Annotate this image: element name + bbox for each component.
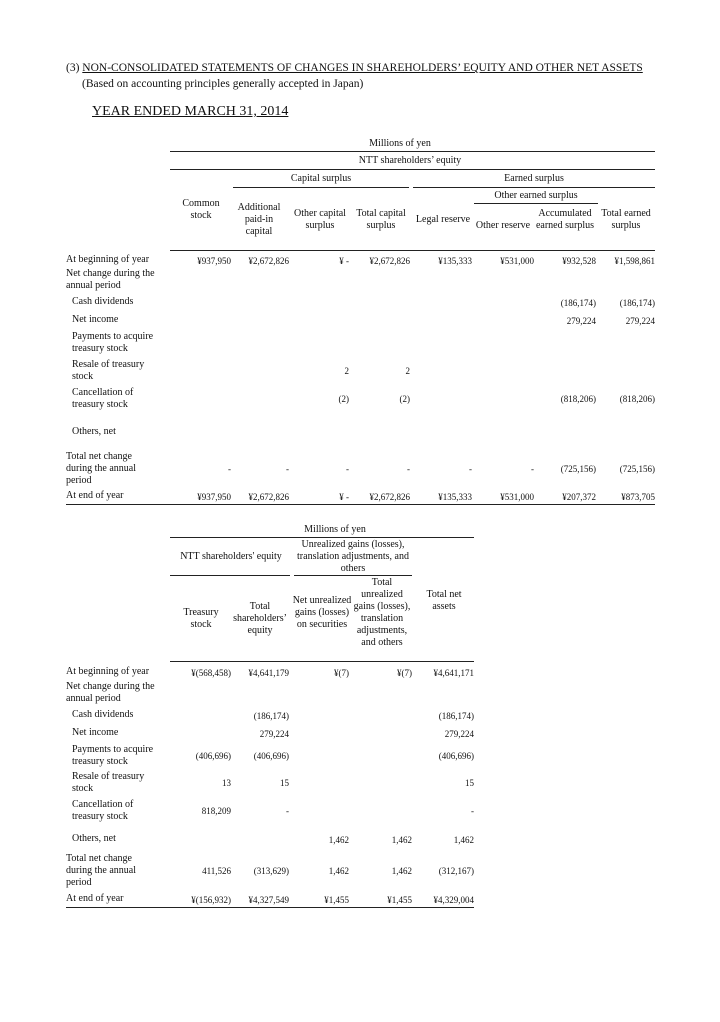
section-heading <box>66 62 643 74</box>
fiscal-year-heading: YEAR ENDED MARCH 31, 2014 <box>92 104 289 119</box>
table-cell: 279,224 <box>444 729 474 739</box>
row-label: At end of year <box>66 893 124 904</box>
row-label: Net change during the annual period <box>66 681 155 704</box>
group-header: NTT shareholders' equity <box>180 551 282 562</box>
column-header: Legal reserve <box>415 214 471 225</box>
table-cell: ¥4,329,004 <box>433 895 474 905</box>
table-cell: 13 <box>222 778 231 788</box>
table-cell: ¥873,705 <box>621 492 655 502</box>
group-header: Unrealized gains (losses), translation adjustments, and others <box>297 539 409 574</box>
row-label: Payments to acquire treasury stock <box>72 744 154 767</box>
unit-label: Millions of yen <box>304 524 366 535</box>
column-header: Common stock <box>182 198 220 221</box>
table-cell: ¥135,333 <box>438 492 472 502</box>
table-cell: ¥2,672,826 <box>369 256 410 266</box>
row-label: Cancellation of treasury stock <box>72 387 134 410</box>
table-cell: (186,174) <box>560 298 596 308</box>
table-cell: 15 <box>465 778 474 788</box>
table-cell: 1,462 <box>391 835 412 845</box>
row-label: Cash dividends <box>72 709 134 720</box>
table-cell: 818,209 <box>201 806 231 816</box>
table-cell: ¥ - <box>339 256 349 266</box>
table-cell: 1,462 <box>328 835 349 845</box>
table-cell: 2 <box>344 366 349 376</box>
row-label: Others, net <box>72 426 116 437</box>
table-cell: 279,224 <box>566 316 596 326</box>
table-cell: (818,206) <box>560 394 596 404</box>
table-cell: 411,526 <box>202 866 231 876</box>
table-cell: (186,174) <box>253 711 289 721</box>
table-cell: ¥135,333 <box>438 256 472 266</box>
table-cell: 1,462 <box>453 835 474 845</box>
column-header: Treasury stock <box>183 607 219 630</box>
table-cell: ¥1,455 <box>324 895 349 905</box>
column-header: Total unrealized gains (losses), translation adjustments, and others <box>353 577 411 648</box>
row-label: At end of year <box>66 490 124 501</box>
column-header: Total shareholders’ equity <box>233 601 287 636</box>
row-label: Net income <box>72 727 119 738</box>
table-cell: ¥4,327,549 <box>248 895 289 905</box>
earned-surplus-header: Earned surplus <box>504 173 564 184</box>
table-cell: ¥(568,458) <box>191 668 231 678</box>
table-cell: 279,224 <box>625 316 655 326</box>
table-cell: (725,156) <box>619 464 655 474</box>
table-cell: 2 <box>405 366 410 376</box>
table-cell: ¥531,000 <box>500 492 534 502</box>
row-label: At beginning of year <box>66 666 150 677</box>
table-cell: (2) <box>399 394 410 404</box>
row-label: Total net change during the annual period <box>66 853 136 888</box>
table-cell: ¥2,672,826 <box>369 492 410 502</box>
table-cell: ¥1,598,861 <box>614 256 655 266</box>
table-cell: (186,174) <box>619 298 655 308</box>
table-cell: ¥937,950 <box>197 492 231 502</box>
table-cell: ¥1,455 <box>387 895 412 905</box>
table-cell: ¥932,528 <box>562 256 596 266</box>
table-cell: - <box>286 464 289 474</box>
table-cell: - <box>286 806 289 816</box>
column-header: Total earned surplus <box>601 208 651 231</box>
other-earned-surplus-header: Other earned surplus <box>494 190 578 201</box>
table-cell: (313,629) <box>253 866 289 876</box>
table-cell: (186,174) <box>438 711 474 721</box>
table-cell: ¥2,672,826 <box>248 256 289 266</box>
table-cell: - <box>346 464 349 474</box>
table-cell: - <box>469 464 472 474</box>
table-cell: - <box>471 806 474 816</box>
table-cell: (2) <box>338 394 349 404</box>
table-cell: 1,462 <box>328 866 349 876</box>
table-cell: ¥4,641,179 <box>248 668 289 678</box>
row-label: Cash dividends <box>72 296 134 307</box>
table-cell: ¥207,372 <box>562 492 596 502</box>
column-header: Net unrealized gains (losses) on securities <box>292 595 352 630</box>
table-cell: - <box>407 464 410 474</box>
statement-title: NON-CONSOLIDATED STATEMENTS OF CHANGES IN SHAREHOLDERS’ EQUITY AND OTHER NET ASSETS <box>82 62 643 74</box>
table-cell: ¥937,950 <box>197 256 231 266</box>
section-number: (3) <box>66 62 83 74</box>
column-header: Total net assets <box>426 589 462 612</box>
row-label: Payments to acquire treasury stock <box>72 331 154 354</box>
table-cell: ¥4,641,171 <box>433 668 474 678</box>
table-cell: ¥(7) <box>334 668 349 678</box>
table-cell: ¥(7) <box>397 668 412 678</box>
row-label: At beginning of year <box>66 254 150 265</box>
table-cell: - <box>228 464 231 474</box>
column-header: Additional paid-in capital <box>237 202 281 237</box>
row-label: Cancellation of treasury stock <box>72 799 134 822</box>
column-header: Other reserve <box>475 220 531 231</box>
column-header: Other capital surplus <box>294 208 346 231</box>
group-header: NTT shareholders’ equity <box>358 155 462 166</box>
row-label: Resale of treasury stock <box>72 771 145 794</box>
table-cell: ¥2,672,826 <box>248 492 289 502</box>
table-cell: (406,696) <box>438 751 474 761</box>
table-cell: (312,167) <box>438 866 474 876</box>
row-label: Resale of treasury stock <box>72 359 145 382</box>
table-cell: ¥(156,932) <box>191 895 231 905</box>
table-cell: ¥531,000 <box>500 256 534 266</box>
table-cell: 279,224 <box>259 729 289 739</box>
table-cell: (818,206) <box>619 394 655 404</box>
table-cell: 1,462 <box>391 866 412 876</box>
table-cell: (406,696) <box>195 751 231 761</box>
table-cell: - <box>531 464 534 474</box>
column-header: Accumulated earned surplus <box>535 208 595 231</box>
table-cell: (406,696) <box>253 751 289 761</box>
table-cell: 15 <box>280 778 289 788</box>
table-cell: (725,156) <box>560 464 596 474</box>
row-label: Net income <box>72 314 119 325</box>
row-label: Total net change during the annual period <box>66 451 136 486</box>
statement-subtitle: (Based on accounting principles generally accepted in Japan) <box>82 78 364 90</box>
capital-surplus-header: Capital surplus <box>290 173 352 184</box>
column-header: Total capital surplus <box>356 208 406 231</box>
row-label: Net change during the annual period <box>66 268 155 291</box>
row-label: Others, net <box>72 833 116 844</box>
unit-label: Millions of yen <box>369 138 431 149</box>
table-cell: ¥ - <box>339 492 349 502</box>
